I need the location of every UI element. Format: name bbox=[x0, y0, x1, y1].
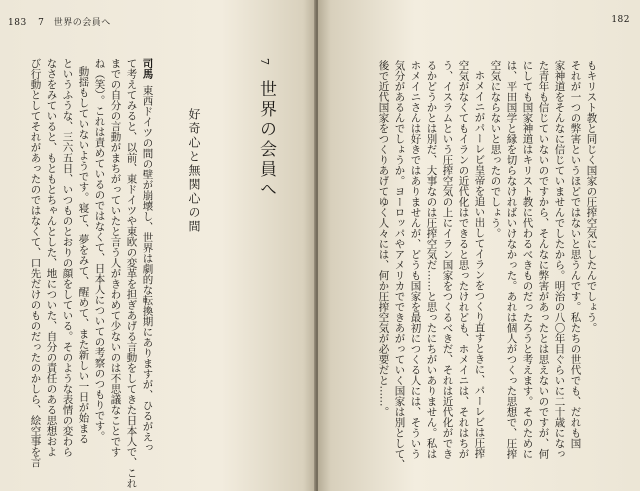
body-line: た青年も信じていないのですから、そんなに弊害があったとは思えないのですが、何 bbox=[537, 60, 550, 459]
body-line: 後で近代国家をつくりあげてゆく人々には、何か圧搾空気が必要だと……。 bbox=[377, 60, 390, 417]
body-line: 気分があるんでしょうか。ヨーロッパやアメリカでできあがっていく国家は別として、 bbox=[393, 60, 406, 470]
speaker-label: 司馬 bbox=[141, 58, 154, 79]
body-line: 動揺もしていないようです。寝て、夢をみて、醒めて、また新しい一日が始まる bbox=[77, 66, 90, 444]
body-line: それが一つの弊害というほどではないと思うんです。私たちの世代でも、だれも国 bbox=[569, 60, 582, 449]
left-page-number: 183 bbox=[8, 18, 27, 28]
body-line: 家神道をそんなに信じていませんでしたから。明治の八〇年目ぐらいに二十歳になっ bbox=[553, 60, 566, 459]
body-line-speaker bbox=[142, 58, 153, 456]
body-line: ホメイニさんは好きではありませんが、どうも国家を最初につくる人には、そういう bbox=[409, 60, 422, 459]
body-line: にしても国家神道はキリスト教に代わるべきものだったろうと考えます。そのために bbox=[521, 60, 534, 459]
right-page-number: 182 bbox=[611, 15, 630, 25]
body-line: までの自分の言動がまちがっていたと言う人がきわめて少ないのは不思議なことです bbox=[109, 58, 122, 457]
body-line: う、イスラムという圧搾空気の上にイラン国家をつくるべきだ、それは近代化ができ bbox=[441, 60, 454, 459]
body-line: ね（笑）。これは責めているのではなくて、日本人についての考察のつもりです。 bbox=[93, 58, 106, 442]
body-line: ホメイニがパーレビ皇帝を追い出してイランをつくり直すときに、パーレビは圧搾 bbox=[473, 70, 486, 459]
body-line: というふうな、三六五日、いつものとおりの顔をしている。そのような表情の変わら bbox=[61, 58, 74, 457]
right-page bbox=[318, 0, 640, 491]
body-line: 東西ドイツの間の壁が崩壊し、世界は劇的な転換期にありますが、ひるがえっ bbox=[141, 85, 154, 453]
chapter-number: 7 bbox=[258, 58, 271, 65]
left-page bbox=[0, 0, 316, 491]
body-line: なさをみていると、もともとちゃんとした、地についた、自分の責任のある思想およ bbox=[45, 58, 58, 457]
body-line: 空気がなくてもイランの近代化はできると思ったけれども、ホメイニは、それはちが bbox=[457, 60, 470, 459]
left-running-title: 7 世界の会員へ bbox=[38, 18, 111, 28]
left-running-header bbox=[8, 15, 111, 28]
body-line: もキリスト教と同じく国家の圧搾空気にしたんでしょう。 bbox=[585, 60, 598, 333]
body-line: 空気にならないと思ったのでしょう。 bbox=[489, 60, 502, 239]
body-line: は、平田国学と縁を切らなければいけなかった。あれは個人がつくった思想で、圧搾 bbox=[505, 60, 518, 459]
body-line: て考えてみると、以前、東ドイツや東欧の変革を担ぎあげる言動をしてきた日本人で、これ bbox=[125, 58, 138, 489]
body-line: び行動としてそれがあったのではなくて、口先だけのものだったのかしら、絵空事を言 bbox=[29, 58, 42, 468]
chapter-title: 世界の会員へ bbox=[256, 80, 276, 200]
section-title: 好奇心と無関心の間 bbox=[187, 108, 201, 234]
body-line: るかどうかとは別だ、大事なのは圧搾空気だ……と思ったにちがいありません。私は bbox=[425, 60, 438, 459]
